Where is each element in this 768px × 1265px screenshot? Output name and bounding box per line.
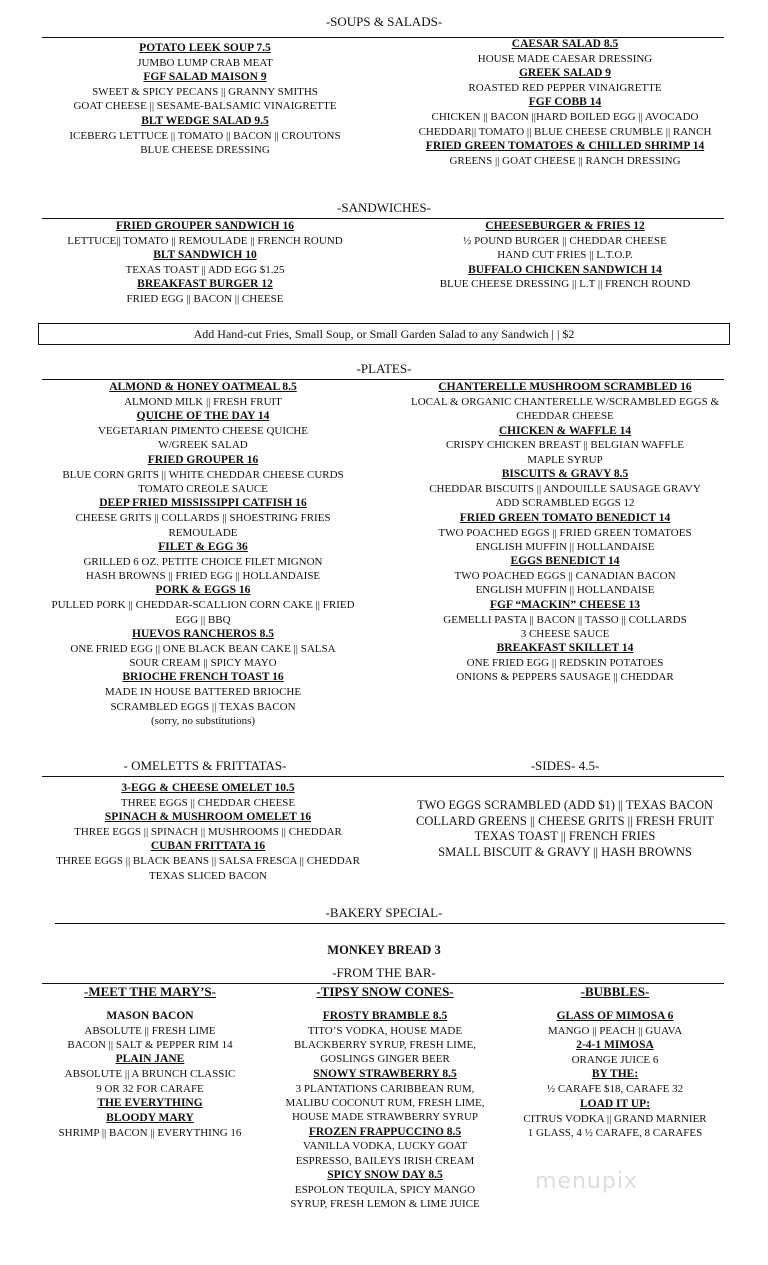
menu-item-name: POTATO LEEK SOUP 7.5 bbox=[139, 42, 271, 54]
section-title-sides: -SIDES- 4.5- bbox=[530, 758, 600, 773]
menu-item-description: ICEBERG LETTUCE || TOMATO || BACON || CROUTONS bbox=[69, 129, 341, 142]
menu-item-description: 3 CHEESE SAUCE bbox=[520, 627, 610, 640]
section-title-bar: -FROM THE BAR- bbox=[332, 965, 436, 980]
menu-item-description: TITO’S VODKA, HOUSE MADE bbox=[307, 1024, 463, 1037]
bar-column-title: -MEET THE MARY’S- bbox=[84, 984, 216, 999]
menu-item-name: BLT WEDGE SALAD 9.5 bbox=[141, 114, 269, 127]
menu-item-name: BUFFALO CHICKEN SANDWICH 14 bbox=[468, 263, 662, 276]
menu-item-description: SYRUP, FRESH LEMON & LIME JUICE bbox=[290, 1198, 480, 1211]
menu-item-description: (sorry, no substitutions) bbox=[150, 714, 256, 727]
sandwiches-right-column bbox=[400, 219, 730, 292]
menu-item-description: ESPRESSO, BAILEYS IRISH CREAM bbox=[295, 1154, 475, 1167]
menu-item-description: ADD SCRAMBLED EGGS 12 bbox=[495, 497, 635, 510]
menu-item-name: FILET & EGG 36 bbox=[158, 540, 248, 553]
menu-item-description: HOUSE MADE CAESAR DRESSING bbox=[477, 52, 653, 65]
menu-item-name: EGGS BENEDICT 14 bbox=[510, 555, 620, 568]
menu-item-name: FROZEN FRAPPUCCINO 8.5 bbox=[308, 1125, 462, 1138]
menu-item-name: FRIED GROUPER 16 bbox=[147, 453, 259, 466]
menu-item-description: ½ CARAFE $18, CARAFE 32 bbox=[546, 1083, 684, 1096]
menu-item-description: ALMOND MILK || FRESH FRUIT bbox=[124, 395, 282, 408]
menu-item-name: CAESAR SALAD 8.5 bbox=[511, 38, 619, 50]
section-title-soups: -SOUPS & SALADS- bbox=[325, 14, 443, 29]
section-title-omelets: - OMELETTS & FRITTATAS- bbox=[123, 758, 287, 773]
menu-item-description: ONE FRIED EGG || REDSKIN POTATOES bbox=[466, 657, 664, 670]
menu-item-description: GOSLINGS GINGER BEER bbox=[320, 1053, 450, 1066]
menu-item-name: 2-4-1 MIMOSA bbox=[576, 1039, 654, 1052]
menu-item-name: SPINACH & MUSHROOM OMELET 16 bbox=[104, 811, 312, 824]
menu-item-name: HUEVOS RANCHEROS 8.5 bbox=[132, 627, 274, 640]
menu-item-description: CITRUS VODKA || GRAND MARNIER bbox=[523, 1112, 707, 1125]
omelets-column bbox=[38, 781, 378, 883]
menu-item-description: BLACKBERRY SYRUP, FRESH LIME, bbox=[293, 1039, 477, 1052]
side-item-line: TEXAS TOAST || FRENCH FRIES bbox=[474, 829, 656, 844]
menu-item-description: ENGLISH MUFFIN || HOLLANDAISE bbox=[475, 584, 655, 597]
menu-item-name: QUICHE OF THE DAY 14 bbox=[136, 410, 270, 423]
menu-item-description: MANGO || PEACH || GUAVA bbox=[547, 1024, 683, 1037]
menu-item-name: BLT SANDWICH 10 bbox=[153, 249, 257, 262]
menu-item-name: BREAKFAST BURGER 12 bbox=[137, 278, 273, 291]
side-item-line: COLLARD GREENS || CHEESE GRITS || FRESH FRUIT bbox=[416, 813, 714, 828]
menu-item-name: CHEESEBURGER & FRIES 12 bbox=[485, 220, 645, 232]
menu-item-description: TWO POACHED EGGS || FRIED GREEN TOMATOES bbox=[438, 526, 692, 539]
menu-item-description: MALIBU COCONUT RUM, FRESH LIME, bbox=[285, 1096, 485, 1109]
bar-column-snow-cones bbox=[260, 984, 510, 1212]
menu-item-name: MASON BACON bbox=[106, 1009, 194, 1022]
menu-item-description: BLUE CHEESE DRESSING || L.T || FRENCH ROUND bbox=[439, 278, 691, 291]
sandwiches-left-column bbox=[40, 219, 370, 307]
menu-item-description: GREENS || GOAT CHEESE || RANCH DRESSING bbox=[449, 154, 681, 167]
menu-item-description: GRILLED 6 OZ. PETITE CHOICE FILET MIGNON bbox=[83, 555, 323, 568]
menu-item-description: MAPLE SYRUP bbox=[527, 453, 603, 466]
menu-item-description: LETTUCE|| TOMATO || REMOULADE || FRENCH ROUND bbox=[67, 234, 343, 247]
menu-item-description: CHEESE GRITS || COLLARDS || SHOESTRING FRIES bbox=[75, 512, 331, 525]
menu-item-name: BRIOCHE FRENCH TOAST 16 bbox=[122, 671, 284, 684]
bar-column-title: -TIPSY SNOW CONES- bbox=[316, 984, 454, 999]
bar-column-bubbles bbox=[500, 984, 730, 1140]
watermark-logo: menupix bbox=[535, 1169, 638, 1194]
menu-item-name: GLASS OF MIMOSA 6 bbox=[556, 1009, 674, 1022]
menu-item-description: 1 GLASS, 4 ½ CARAFE, 8 CARAFES bbox=[527, 1126, 703, 1139]
menu-item-description: ORANGE JUICE 6 bbox=[571, 1054, 659, 1067]
menu-item-name: GREEK SALAD 9 bbox=[518, 67, 612, 80]
section-title-bakery: -BAKERY SPECIAL- bbox=[325, 905, 443, 920]
menu-item-description: TEXAS TOAST || ADD EGG $1.25 bbox=[125, 264, 285, 277]
menu-item-description: THREE EGGS || SPINACH || MUSHROOMS || CHEDDAR bbox=[74, 826, 342, 839]
menu-item-description: FRIED EGG || BACON || CHEESE bbox=[126, 293, 284, 306]
menu-item-description: SWEET & SPICY PECANS || GRANNY SMITHS bbox=[92, 86, 318, 99]
soups-right-column bbox=[400, 37, 730, 168]
menu-item-description: JUMBO LUMP CRAB MEAT bbox=[137, 56, 273, 69]
plates-left-column bbox=[38, 380, 368, 728]
menu-item-name: FRIED GROUPER SANDWICH 16 bbox=[116, 220, 294, 232]
menu-item-description: HAND CUT FRIES || L.T.O.P. bbox=[497, 249, 633, 262]
menu-item-description: VANILLA VODKA, LUCKY GOAT bbox=[302, 1140, 468, 1153]
section-title-plates: -PLATES- bbox=[356, 361, 412, 376]
menu-item-description: ONIONS & PEPPERS SAUSAGE || CHEDDAR bbox=[456, 671, 674, 684]
menu-item-name: ALMOND & HONEY OATMEAL 8.5 bbox=[109, 381, 297, 393]
menu-item-description: EGG || BBQ bbox=[175, 613, 231, 626]
bar-column-title: -BUBBLES- bbox=[580, 984, 650, 999]
menu-item-description: CRISPY CHICKEN BREAST || BELGIAN WAFFLE bbox=[446, 439, 684, 452]
menu-item-name: 3-EGG & CHEESE OMELET 10.5 bbox=[121, 782, 295, 794]
menu-item-description: BLUE CHEESE DRESSING bbox=[140, 144, 270, 156]
menu-item-description: 3 PLANTATIONS CARIBBEAN RUM, bbox=[295, 1082, 475, 1095]
menu-item-name: FROSTY BRAMBLE 8.5 bbox=[322, 1009, 448, 1022]
menu-item-description: GEMELLI PASTA || BACON || TASSO || COLLARDS bbox=[443, 613, 687, 626]
menu-item-description: ENGLISH MUFFIN || HOLLANDAISE bbox=[475, 540, 655, 553]
menu-item-description: SOUR CREAM || SPICY MAYO bbox=[129, 657, 277, 670]
menu-item-description: 9 OR 32 FOR CARAFE bbox=[96, 1082, 204, 1095]
menu-item-description: HASH BROWNS || FRIED EGG || HOLLANDAISE bbox=[85, 570, 321, 583]
menu-item-name: FGF SALAD MAISON 9 bbox=[143, 71, 267, 84]
menu-item-description: GOAT CHEESE || SESAME-BALSAMIC VINAIGRETTE bbox=[73, 100, 337, 113]
menu-item-name: LOAD IT UP: bbox=[579, 1097, 651, 1110]
sandwich-addon-note: Add Hand-cut Fries, Small Soup, or Small Garden Salad to any Sandwich | | $2 bbox=[38, 323, 730, 345]
menu-item-description: HOUSE MADE STRAWBERRY SYRUP bbox=[291, 1111, 479, 1124]
menu-item-name: BISCUITS & GRAVY 8.5 bbox=[501, 468, 629, 481]
menu-item-name: BY THE: bbox=[591, 1068, 639, 1081]
menu-item-name: CHANTERELLE MUSHROOM SCRAMBLED 16 bbox=[438, 381, 692, 393]
bar-column-marys bbox=[30, 984, 270, 1140]
menu-item-description: ABSOLUTE || A BRUNCH CLASSIC bbox=[64, 1068, 236, 1081]
menu-item-name: DEEP FRIED MISSISSIPPI CATFISH 16 bbox=[99, 497, 307, 510]
menu-item-description: ROASTED RED PEPPER VINAIGRETTE bbox=[468, 82, 662, 95]
sides-list bbox=[400, 798, 730, 861]
side-item-line: TWO EGGS SCRAMBLED (ADD $1) || TEXAS BACON bbox=[416, 798, 714, 812]
menu-item-description: THREE EGGS || BLACK BEANS || SALSA FRESCA || CHEDDAR bbox=[56, 855, 360, 868]
menu-item-description: CHEDDAR BISCUITS || ANDOUILLE SAUSAGE GRAVY bbox=[429, 483, 701, 495]
menu-item-name: BLOODY MARY bbox=[106, 1111, 194, 1124]
menu-item-name: FRIED GREEN TOMATO BENEDICT 14 bbox=[459, 511, 671, 524]
menu-item-description: TOMATO CREOLE SAUCE bbox=[138, 483, 268, 495]
menu-item-name: SNOWY STRAWBERRY 8.5 bbox=[313, 1067, 457, 1080]
menu-item-name: CHICKEN & WAFFLE 14 bbox=[498, 424, 632, 437]
menu-item-name: PORK & EGGS 16 bbox=[155, 584, 251, 597]
menu-item-name: SPICY SNOW DAY 8.5 bbox=[327, 1169, 443, 1182]
menu-item-name: THE EVERYTHING bbox=[97, 1096, 203, 1109]
menu-item-name: FGF “MACKIN” CHEESE 13 bbox=[489, 598, 641, 611]
menu-item-description: LOCAL & ORGANIC CHANTERELLE W/SCRAMBLED EGGS & bbox=[411, 395, 719, 408]
menu-item-description: VEGETARIAN PIMENTO CHEESE QUICHE bbox=[97, 425, 309, 438]
menu-item-name: BREAKFAST SKILLET 14 bbox=[496, 642, 634, 655]
menu-item-description: ESPOLON TEQUILA, SPICY MANGO bbox=[294, 1184, 476, 1197]
menu-item-description: SHRIMP || BACON || EVERYTHING 16 bbox=[58, 1126, 242, 1139]
soups-left-column bbox=[40, 41, 370, 157]
side-item-line: SMALL BISCUIT & GRAVY || HASH BROWNS bbox=[438, 844, 692, 859]
menu-item-name: CUBAN FRITTATA 16 bbox=[150, 840, 266, 853]
menu-item-description: PULLED PORK || CHEDDAR-SCALLION CORN CAKE || FRIED bbox=[51, 599, 355, 612]
menu-item-name: FGF COBB 14 bbox=[528, 96, 602, 109]
bakery-item: MONKEY BREAD 3 bbox=[327, 943, 441, 957]
divider bbox=[55, 923, 725, 924]
menu-item-description: BLUE CORN GRITS || WHITE CHEDDAR CHEESE CURDS bbox=[62, 468, 344, 481]
menu-item-description: REMOULADE bbox=[168, 526, 238, 539]
menu-item-description: CHICKEN || BACON ||HARD BOILED EGG || AVOCADO bbox=[431, 111, 699, 124]
menu-item-name: PLAIN JANE bbox=[115, 1053, 185, 1066]
menu-item-description: TEXAS SLICED BACON bbox=[149, 869, 267, 882]
menu-item-description: MADE IN HOUSE BATTERED BRIOCHE bbox=[104, 686, 302, 699]
menu-item-description: TWO POACHED EGGS || CANADIAN BACON bbox=[454, 570, 676, 583]
menu-item-description: CHEDDAR|| TOMATO || BLUE CHEESE CRUMBLE || RANCH bbox=[418, 125, 712, 138]
plates-right-column bbox=[400, 380, 730, 685]
menu-item-description: ONE FRIED EGG || ONE BLACK BEAN CAKE || SALSA bbox=[70, 642, 336, 655]
menu-item-description: W/GREEK SALAD bbox=[158, 439, 248, 452]
menu-item-description: THREE EGGS || CHEDDAR CHEESE bbox=[120, 796, 296, 809]
menu-item-description: ABSOLUTE || FRESH LIME bbox=[84, 1024, 216, 1037]
divider bbox=[42, 776, 724, 777]
section-title-sandwiches: -SANDWICHES- bbox=[337, 200, 431, 215]
menu-item-description: ½ POUND BURGER || CHEDDAR CHEESE bbox=[463, 234, 667, 247]
menu-item-description: SCRAMBLED EGGS || TEXAS BACON bbox=[110, 700, 296, 713]
menu-item-description: CHEDDAR CHEESE bbox=[516, 410, 614, 423]
menu-item-name: FRIED GREEN TOMATOES & CHILLED SHRIMP 14 bbox=[425, 140, 705, 152]
menu-item-description: BACON || SALT & PEPPER RIM 14 bbox=[67, 1039, 233, 1052]
